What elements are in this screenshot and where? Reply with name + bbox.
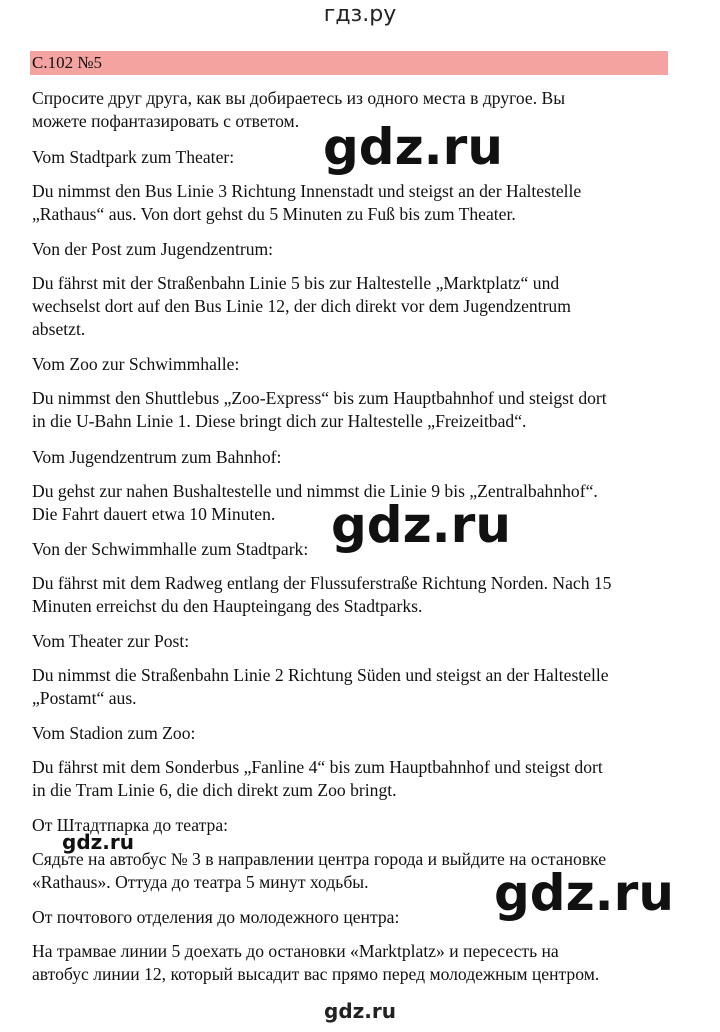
site-footer-title: gdz.ru — [324, 999, 396, 1023]
answer-line: Du nimmst den Bus Linie 3 Richtung Innenstadt und steigst an der Haltestelle — [32, 181, 582, 201]
route-answer — [32, 756, 672, 802]
route-answer — [32, 480, 672, 526]
intro-paragraph — [32, 87, 672, 133]
route-answer — [32, 180, 672, 226]
route-heading: Vom Jugendzentrum zum Bahnhof: — [32, 447, 282, 467]
answer-line: Minuten erreichst du den Haupteingang des Stadtparks. — [32, 596, 423, 616]
route-answer-ru — [32, 848, 672, 894]
answer-line: in die Tram Linie 6, die dich direkt zum Zoo bringt. — [32, 780, 397, 800]
route-answer — [32, 664, 672, 710]
answer-line: absetzt. — [32, 319, 86, 339]
answer-line: Die Fahrt dauert etwa 10 Minuten. — [32, 504, 276, 524]
route-heading: Vom Theater zur Post: — [32, 631, 190, 651]
route-heading: Von der Schwimmhalle zum Stadtpark: — [32, 539, 309, 559]
answer-line: in die U-Bahn Linie 1. Diese bringt dich zur Haltestelle „Freizeitbad“. — [32, 411, 527, 431]
answer-line: Du nimmst den Shuttlebus „Zoo-Express“ bis zum Hauptbahnhof und steigst dort — [32, 388, 607, 408]
answer-line: На трамвае линии 5 доехать до остановки «Marktplatz» и пересесть на — [32, 941, 559, 961]
route-heading: Vom Stadion zum Zoo: — [32, 723, 196, 743]
route-answer — [32, 387, 672, 433]
answer-line: „Rathaus“ aus. Von dort gehst du 5 Minuten zu Fuß bis zum Theater. — [32, 204, 516, 224]
answer-line: wechselst dort auf den Bus Linie 12, der dich direkt vor dem Jugendzentrum — [32, 296, 571, 316]
route-answer — [32, 572, 672, 618]
answer-line: Du fährst mit dem Radweg entlang der Flussuferstraße Richtung Norden. Nach 15 — [32, 573, 612, 593]
task-number-banner: С.102 №5 — [30, 51, 668, 75]
answer-line: «Rathaus». Оттуда до театра 5 минут ходьбы. — [32, 872, 369, 892]
answer-line: Du gehst zur nahen Bushaltestelle und nimmst die Linie 9 bis „Zentralbahnhof“. — [32, 481, 598, 501]
watermark-logo: gdz.ru — [62, 830, 134, 854]
answer-line: автобус линии 12, который высадит вас прямо перед молодежным центром. — [32, 964, 600, 984]
answer-line: Du fährst mit der Straßenbahn Linie 5 bis zur Haltestelle „Marktplatz“ und — [32, 273, 560, 293]
route-heading: Von der Post zum Jugendzentrum: — [32, 239, 274, 259]
route-heading-ru: От почтового отделения до молодежного центра: — [32, 907, 400, 927]
site-header-title: гдз.ру — [323, 2, 397, 27]
watermark-logo: gdz.ru — [331, 496, 511, 554]
route-heading: Vom Zoo zur Schwimmhalle: — [32, 354, 240, 374]
watermark-logo: gdz.ru — [494, 864, 674, 922]
intro-line: Спросите друг друга, как вы добираетесь из одного места в другое. Вы — [32, 88, 566, 108]
answer-line: Du nimmst die Straßenbahn Linie 2 Richtung Süden und steigst an der Haltestelle — [32, 665, 609, 685]
answer-line: Сядьте на автобус № 3 в направлении центра города и выйдите на остановке — [32, 849, 607, 869]
route-heading: Vom Stadtpark zum Theater: — [32, 147, 235, 167]
intro-line: можете пофантазировать с ответом. — [32, 111, 300, 131]
answer-line: „Postamt“ aus. — [32, 688, 137, 708]
watermark-logo: gdz.ru — [323, 118, 503, 176]
route-heading-ru: От Штадтпарка до театра: — [32, 815, 229, 835]
route-answer-ru — [32, 940, 672, 986]
route-answer — [32, 272, 672, 341]
answer-line: Du fährst mit dem Sonderbus „Fanline 4“ bis zum Hauptbahnhof und steigst dort — [32, 757, 603, 777]
